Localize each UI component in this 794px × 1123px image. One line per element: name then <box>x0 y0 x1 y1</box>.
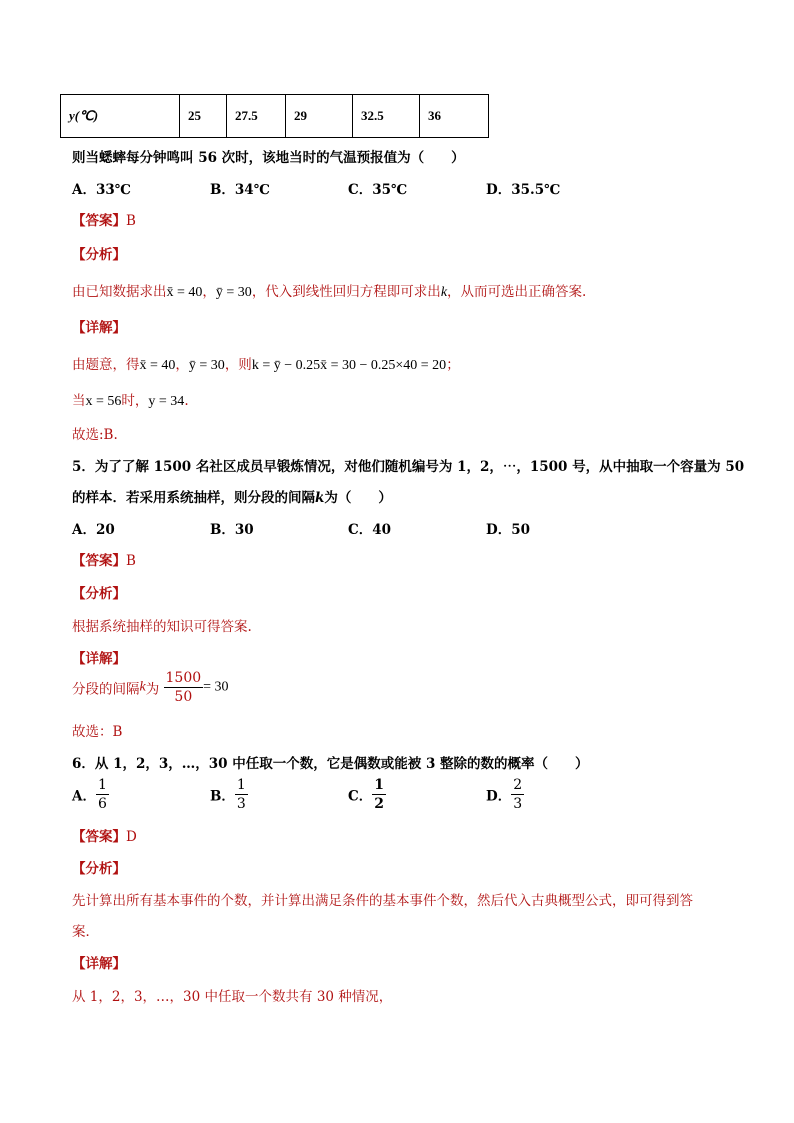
table-row <box>61 95 489 138</box>
q6-detail: 从 1，2，3，…，30 中任取一个数共有 30 种情况， <box>72 989 393 1005</box>
q4-answer: 【答案】B <box>72 213 136 229</box>
q5-option-c: C．40 <box>348 522 392 538</box>
q4-option-a: A．33℃ <box>72 182 131 198</box>
q4-detail-line1: 由题意，得x̄ = 40，ȳ = 30，则k = ȳ − 0.25x̄ = 30 − 0.25×40 = 20； <box>72 357 460 373</box>
table-cell: 27.5 <box>227 95 286 138</box>
q4-analysis: 由已知数据求出x̄ = 40，ȳ = 30，代入到线性回归方程即可求出k，从而可选出正确答案. <box>72 284 587 300</box>
q4-analysis-label: 【分析】 <box>72 247 126 263</box>
q5-fraction: $\frac{1500}{50}$ <box>165 670 202 705</box>
table-cell: 36 <box>420 95 489 138</box>
q5-analysis: 根据系统抽样的知识可得答案. <box>72 619 252 635</box>
q5-detail: 分段的间隔k为 $\frac{1500}{50}$ = 30 <box>72 670 229 705</box>
q4-detail-line2: 当x = 56时，y = 34. <box>72 393 189 409</box>
q6-option-c: C． $\frac{1}{2}$ <box>348 777 384 812</box>
q5-stem-line2: 的样本．若采用系统抽样，则分段的间隔k为（ ） <box>72 490 392 506</box>
table-header-cell: y(℃) <box>61 95 180 138</box>
q6-analysis-line1: 先计算出所有基本事件的个数，并计算出满足条件的基本事件个数，然后代入古典概型公式，即可得到答 <box>72 893 693 909</box>
q5-option-a: A．20 <box>72 522 115 538</box>
q4-option-c: C．35℃ <box>348 182 408 198</box>
table-cell: 25 <box>180 95 227 138</box>
q6-option-a: A． $\frac{1}{6}$ <box>72 777 107 812</box>
q4-stem: 则当蟋蟀每分钟鸣叫 56 次时，该地当时的气温预报值为（ ） <box>72 150 465 166</box>
q6-analysis-label: 【分析】 <box>72 861 126 877</box>
q4-option-d: D．35.5℃ <box>486 182 561 198</box>
q5-detail-label: 【详解】 <box>72 651 126 667</box>
q5-option-b: B．30 <box>210 522 254 538</box>
temperature-table <box>60 94 489 138</box>
q4-choice: 故选:B. <box>72 427 118 443</box>
q6-detail-label: 【详解】 <box>72 956 126 972</box>
q5-choice: 故选：B <box>72 724 123 740</box>
q5-option-d: D．50 <box>486 522 530 538</box>
q4-option-b: B．34℃ <box>210 182 270 198</box>
q6-option-b: B． $\frac{1}{3}$ <box>210 777 246 812</box>
q5-analysis-label: 【分析】 <box>72 586 126 602</box>
table-cell: 32.5 <box>353 95 420 138</box>
q6-stem: 6．从 1，2，3，…，30 中任取一个数，它是偶数或能被 3 整除的数的概率（ ） <box>72 756 589 772</box>
q4-detail-label: 【详解】 <box>72 320 126 336</box>
q6-answer: 【答案】D <box>72 829 137 845</box>
q6-option-d: D． $\frac{2}{3}$ <box>486 777 523 812</box>
table-cell: 29 <box>286 95 353 138</box>
q5-stem-line1: 5．为了了解 1500 名社区成员早锻炼情况，对他们随机编号为 1，2，⋯，1500 号，从中抽取一个容量为 50 <box>72 459 745 475</box>
q5-answer: 【答案】B <box>72 553 136 569</box>
q6-analysis-line2: 案． <box>72 924 99 940</box>
